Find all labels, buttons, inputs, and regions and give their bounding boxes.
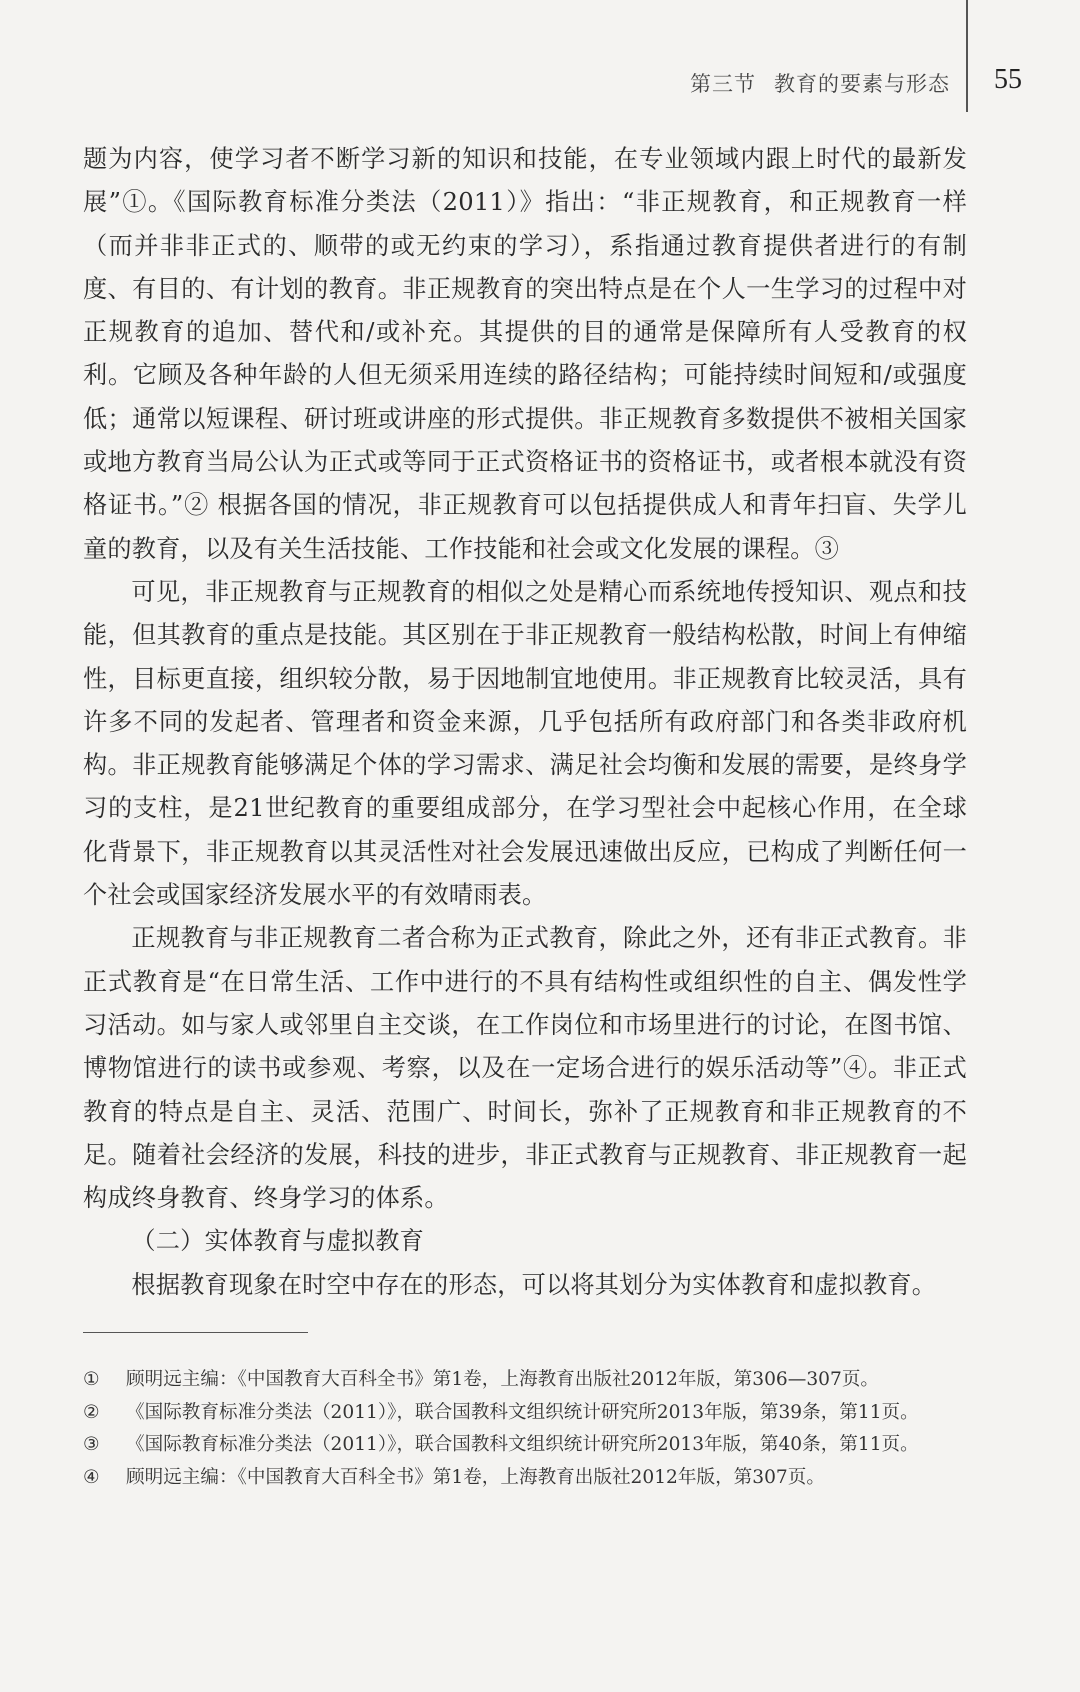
paragraph-3: 正规教育与非正规教育二者合称为正式教育，除此之外，还有非正式教育。非正式教育是“在日常生活、工作中进行的不具有结构性或组织性的自主、偶发性学习活动。如与家人或邻里自主交谈，在工作岗位和市场里进行的讨论，在图书馆、博物馆进行的读书或参观、考察，以及在一定场合进行的娱乐活动等”④。非正式教育的特点是自主、灵活、范围广、时间长，弥补了正规教育和非正规教育的不足。随着社会经济的发展，科技的进步，非正式教育与正规教育、非正规教育一起构成终身教育、终身学习的体系。 <box>83 924 967 1213</box>
section-name: 教育的要素与形态 <box>774 72 950 96</box>
footnote-1 <box>83 1364 967 1396</box>
footnote-mark: ③ <box>83 1434 100 1455</box>
footnotes <box>83 1364 967 1494</box>
subheading: （二）实体教育与虚拟教育 <box>131 1227 425 1256</box>
main-text <box>83 138 967 1307</box>
header-divider <box>966 0 968 112</box>
section-label: 第三节 <box>690 72 756 96</box>
page-number: 55 <box>994 64 1022 95</box>
footnote-mark: ④ <box>83 1466 100 1488</box>
footnote-3 <box>83 1429 967 1461</box>
running-header <box>0 0 1080 115</box>
footnote-text: 《国际教育标准分类法（2011）》，联合国教科文组织统计研究所2013年版，第39条，第11页。 <box>126 1401 919 1423</box>
footnote-divider <box>83 1332 308 1333</box>
footnote-4 <box>83 1462 967 1494</box>
paragraph-2: 可见，非正规教育与正规教育的相似之处是精心而系统地传授知识、观点和技能，但其教育的重点是技能。其区别在于非正规教育一般结构松散，时间上有伸缩性，目标更直接，组织较分散，易于因地制宜地使用。非正规教育比较灵活，具有许多不同的发起者、管理者和资金来源，几乎包括所有政府部门和各类非政府机构。非正规教育能够满足个体的学习需求、满足社会均衡和发展的需要，是终身学习的支柱，是21世纪教育的重要组成部分，在学习型社会中起核心作用，在全球化背景下，非正规教育以其灵活性对社会发展迅速做出反应，已构成了判断任何一个社会或国家经济发展水平的有效晴雨表。 <box>83 577 967 910</box>
footnote-mark: ② <box>83 1401 100 1423</box>
footnote-text: 《国际教育标准分类法（2011）》，联合国教科文组织统计研究所2013年版，第40条，第11页。 <box>126 1434 919 1455</box>
footnote-text: 顾明远主编：《中国教育大百科全书》第1卷，上海教育出版社2012年版，第306—307页。 <box>126 1369 880 1390</box>
footnote-text: 顾明远主编：《中国教育大百科全书》第1卷，上海教育出版社2012年版，第307页。 <box>126 1466 825 1488</box>
footnote-2 <box>83 1397 967 1429</box>
paragraph-4: 根据教育现象在时空中存在的形态，可以将其划分为实体教育和虚拟教育。 <box>131 1270 937 1299</box>
footnote-mark: ① <box>83 1369 100 1390</box>
section-title <box>690 68 950 98</box>
paragraph-1: 题为内容，使学习者不断学习新的知识和技能，在专业领域内跟上时代的最新发展”①。《国际教育标准分类法（2011）》指出：“非正规教育，和正规教育一样（而并非非正式的、顺带的或无约束的学习），系指通过教育提供者进行的有制度、有目的、有计划的教育。非正规教育的突出特点是在个人一生学习的过程中对正规教育的追加、替代和/或补充。其提供的目的通常是保障所有人受教育的权利。它顾及各种年龄的人但无须采用连续的路径结构；可能持续时间短和/或强度低；通常以短课程、研讨班或讲座的形式提供。非正规教育多数提供不被相关国家或地方教育当局公认为正式或等同于正式资格证书的资格证书，或者根本就没有资格证书。”② 根据各国的情况，非正规教育可以包括提供成人和青年扫盲、失学儿童的教育，以及有关生活技能、工作技能和社会或文化发展的课程。③ <box>83 145 967 563</box>
